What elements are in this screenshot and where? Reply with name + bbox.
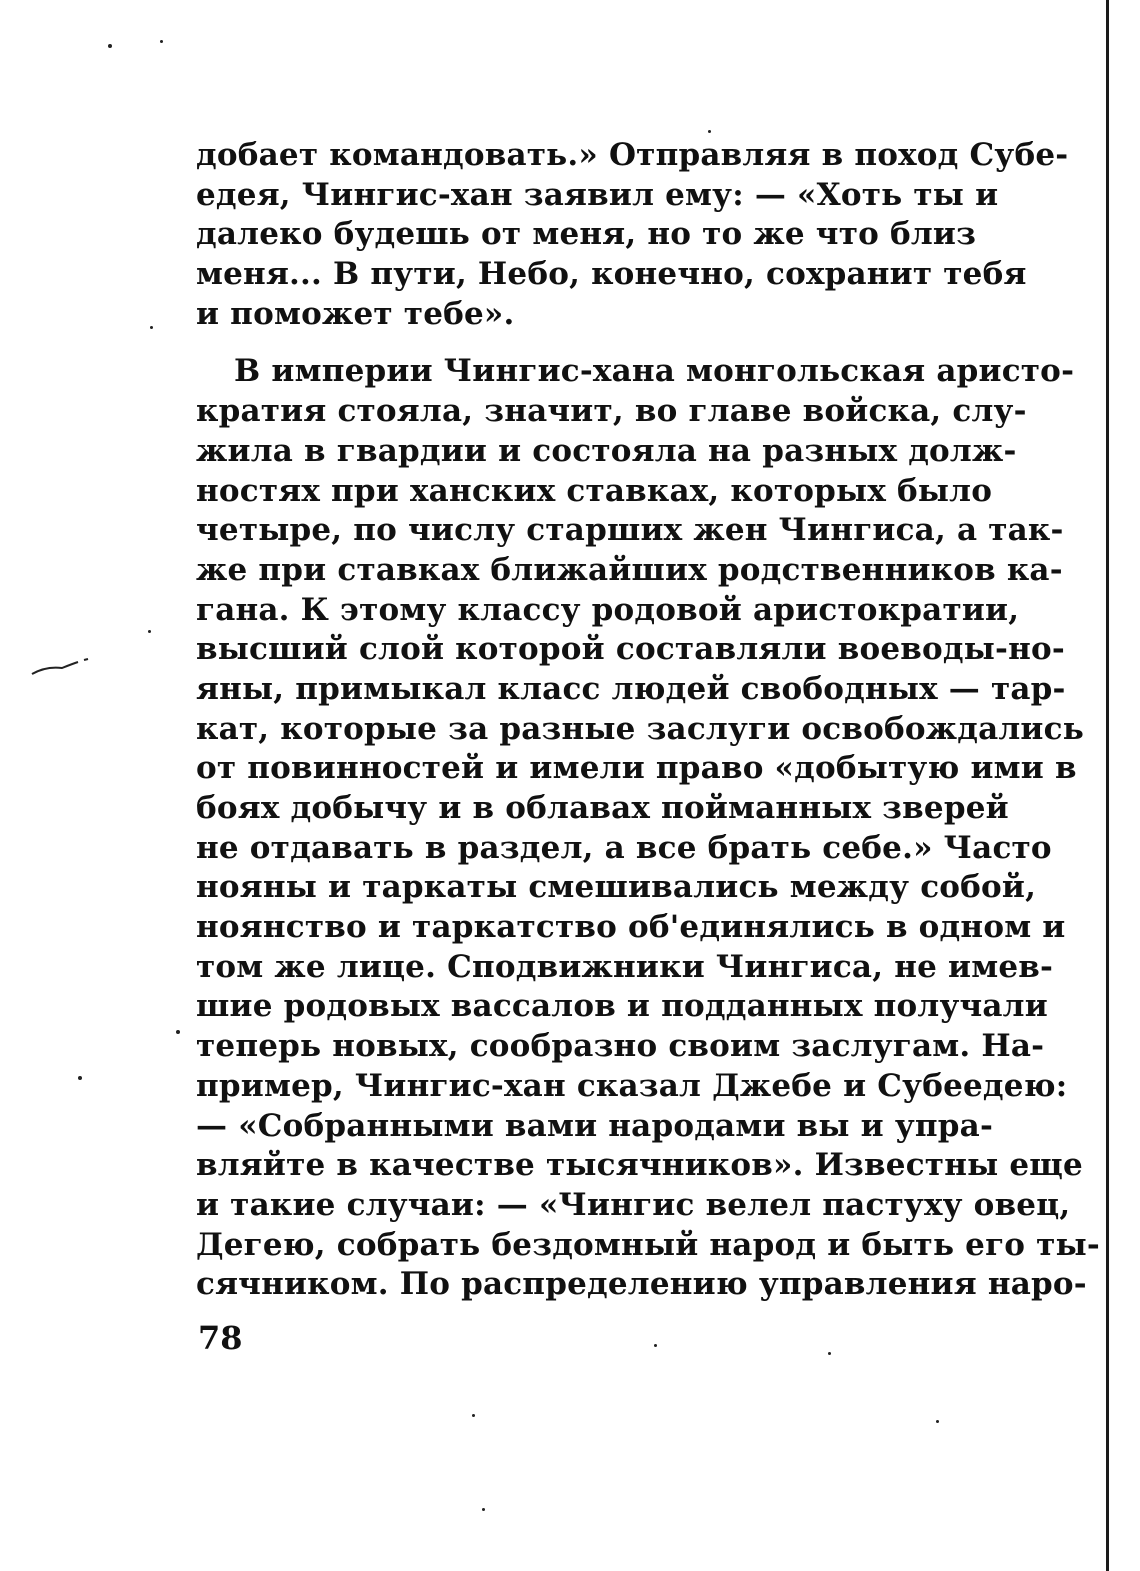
text-line: от повинностей и имели право «добытую ими в: [196, 750, 1077, 787]
scan-speck: [78, 1076, 82, 1080]
text-line: том же лице. Сподвижники Чингиса, не имев-: [196, 948, 1054, 985]
page-number: 78: [198, 1319, 243, 1357]
text-line: четыре, по числу старших жен Чингиса, а так-: [196, 512, 1064, 549]
scan-speck: [148, 630, 151, 633]
scan-speck: [176, 1030, 180, 1034]
scan-speck: [828, 1352, 831, 1355]
text-line: сячником. По распределению управления наро-: [196, 1266, 1087, 1303]
page-edge-line: [1106, 0, 1109, 1571]
text-line: едея, Чингис-хан заявил ему: — «Хоть ты и: [196, 176, 999, 213]
body-text: [196, 136, 1100, 1305]
text-line: меня... В пути, Небо, конечно, сохранит тебя: [196, 256, 1027, 293]
scan-speck: [708, 130, 711, 133]
text-line: нояны и таркаты смешивались между собой,: [196, 869, 1037, 906]
text-line: не отдавать в раздел, а все брать себе.» Часто: [196, 829, 1052, 866]
scan-speck: [482, 1508, 485, 1511]
text-line: В империи Чингис-хана монгольская аристо-: [234, 353, 1075, 390]
text-line: теперь новых, сообразно своим заслугам. На-: [196, 1028, 1045, 1065]
scan-speck: [150, 326, 153, 329]
scan-speck: [472, 1414, 475, 1417]
text-line: жила в гвардии и состояла на разных долж-: [196, 432, 1017, 469]
text-line: яны, примыкал класс людей свободных — тар-: [196, 670, 1066, 707]
text-line: далеко будешь от меня, но то же что близ: [196, 216, 977, 253]
text-line: и такие случаи: — «Чингис велел пастуху овец,: [196, 1186, 1071, 1223]
text-line: боях добычу и в облавах пойманных зверей: [196, 790, 1009, 826]
text-line: гана. К этому классу родовой аристократии,: [196, 591, 1020, 628]
text-line: Дегею, собрать бездомный народ и быть его ты-: [196, 1226, 1100, 1263]
text-line: пример, Чингис-хан сказал Джебе и Субеедею:: [196, 1067, 1068, 1104]
text-line: шие родовых вассалов и подданных получали: [196, 988, 1048, 1025]
scan-speck: [936, 1420, 939, 1423]
text-line: вляйте в качестве тысячников». Известны еще: [196, 1147, 1083, 1184]
scan-speck: [654, 1344, 657, 1347]
text-line: кат, которые за разные заслуги освобождались: [196, 710, 1084, 747]
scan-scribble-mark: [28, 652, 98, 682]
scan-speck: [108, 44, 112, 48]
scan-speck: [160, 40, 163, 43]
text-line: и поможет тебе».: [196, 295, 515, 332]
text-line: — «Собранными вами народами вы и упра-: [196, 1107, 994, 1144]
text-line: кратия стояла, значит, во главе войска, слу-: [196, 393, 1027, 430]
text-line: добает командовать.» Отправляя в поход Субе-: [196, 137, 1069, 173]
text-line: ностях при ханских ставках, которых было: [196, 472, 993, 509]
text-line: ноянство и таркатство об'единялись в одном и: [196, 909, 1066, 946]
text-line: высший слой которой составляли воеводы-но-: [196, 631, 1065, 668]
text-line: же при ставках ближайших родственников ка-: [196, 551, 1063, 588]
